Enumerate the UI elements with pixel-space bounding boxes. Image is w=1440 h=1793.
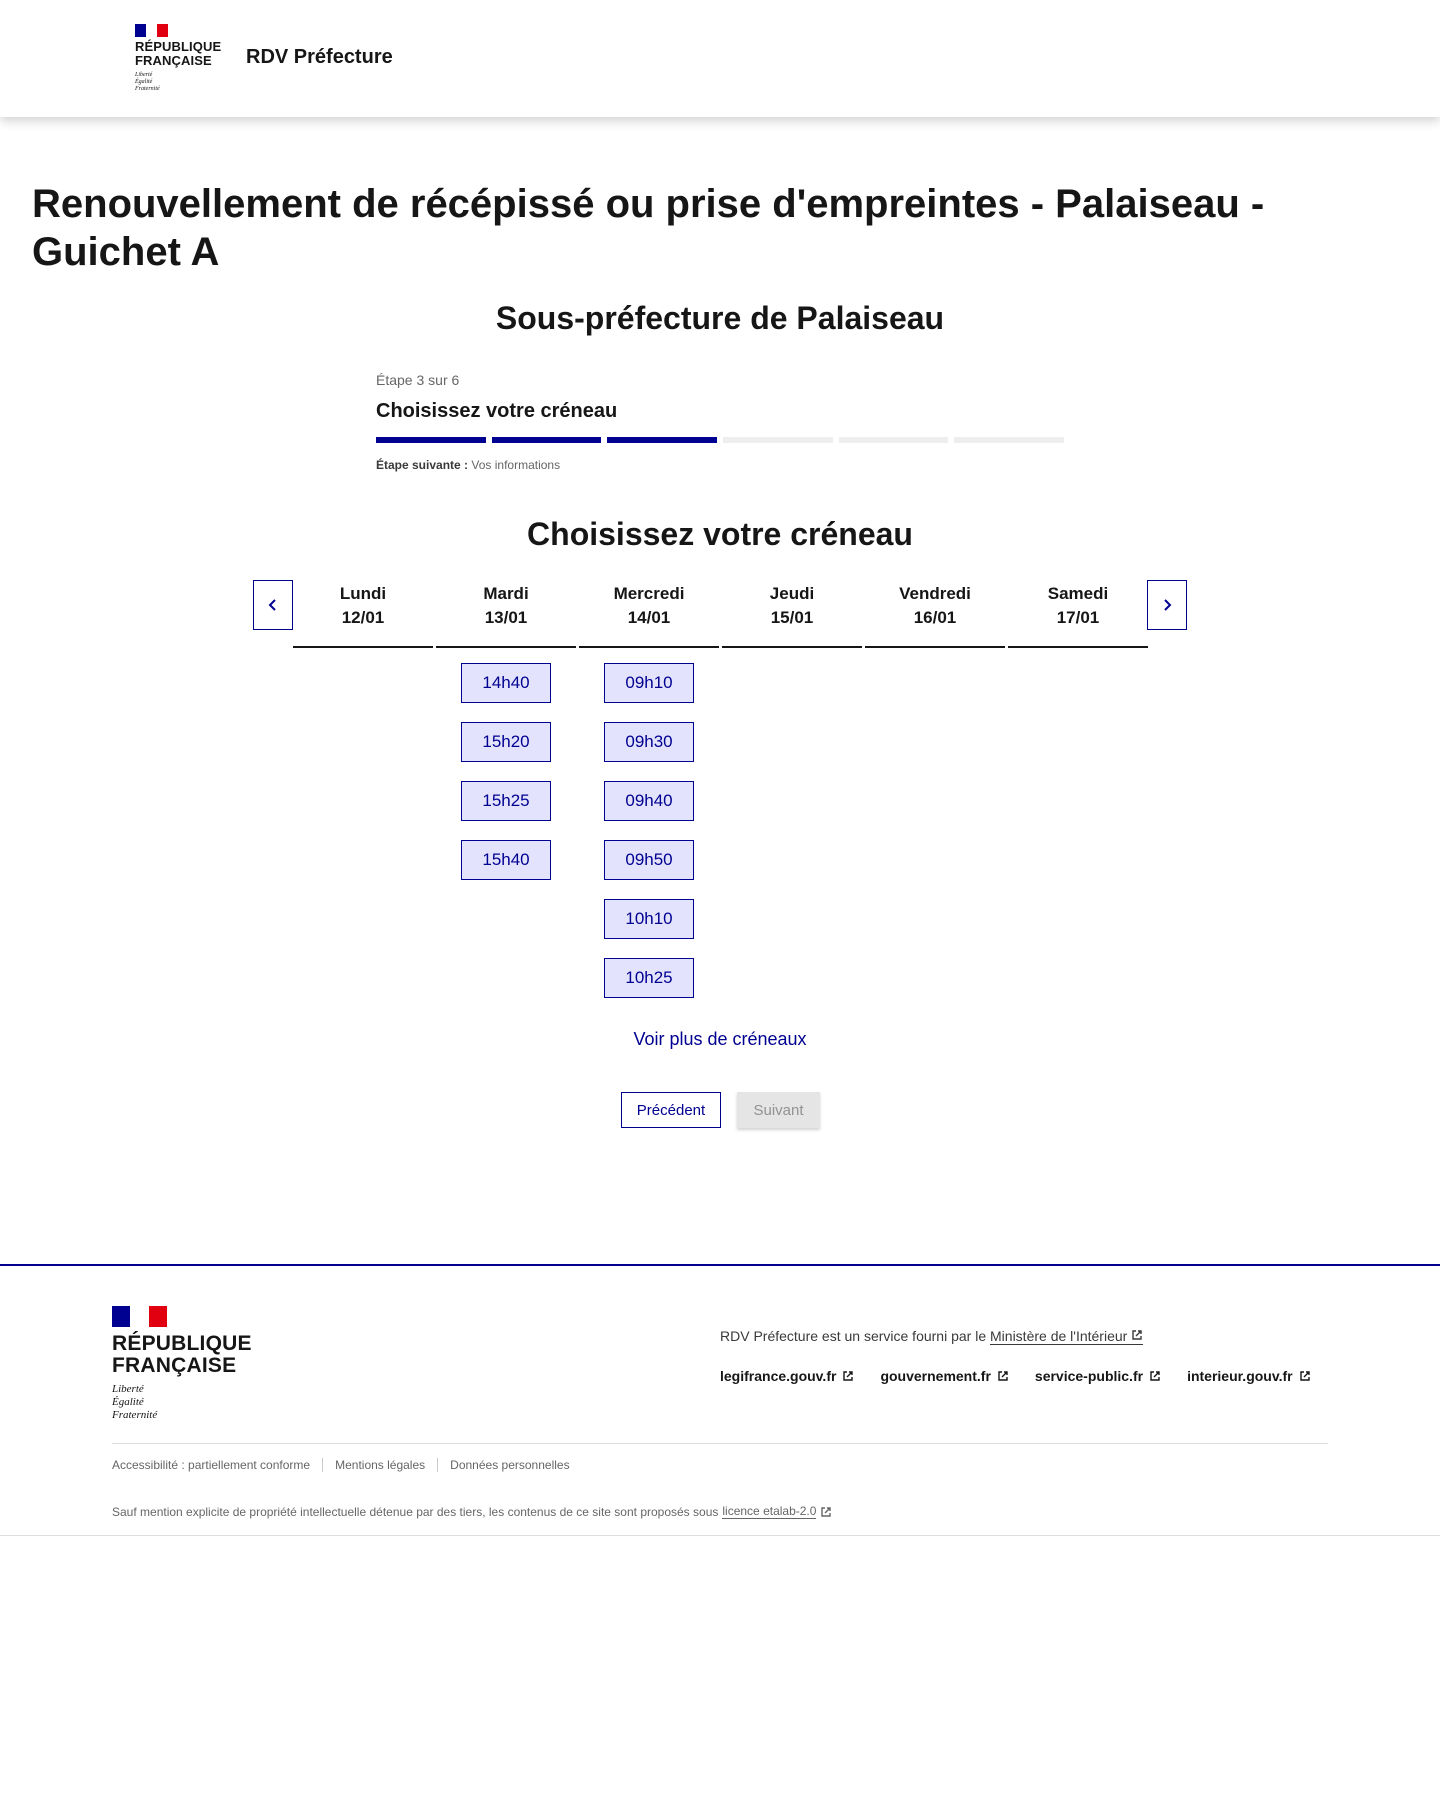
- footer-external-link[interactable]: [1187, 1368, 1311, 1384]
- day-date: 16/01: [913, 608, 957, 627]
- stepper-next-label: Étape suivante :: [376, 458, 469, 472]
- footer-bottom-links: [112, 1458, 582, 1472]
- previous-button[interactable]: Précédent: [621, 1092, 721, 1128]
- day-date: 12/01: [341, 608, 385, 627]
- license-link[interactable]: licence etalab-2.0: [722, 1504, 817, 1518]
- day-header: [722, 580, 862, 648]
- stepper-segment: [492, 437, 602, 443]
- day-header: [1008, 580, 1148, 648]
- day-date: 15/01: [770, 608, 814, 627]
- external-link-icon: [1299, 1370, 1311, 1382]
- license-text: Sauf mention explicite de propriété intellectuelle détenue par des tiers, les contenus de ce site sont proposés sous: [112, 1504, 719, 1519]
- time-slot-button[interactable]: 15h40: [461, 840, 551, 880]
- page-title: Renouvellement de récépissé ou prise d'empreintes - Palaiseau - Guichet A: [32, 182, 1265, 274]
- day-date: 14/01: [627, 608, 671, 627]
- stepper-segment: [723, 437, 833, 443]
- stepper-segment: [954, 437, 1064, 443]
- external-link-icon: [1131, 1329, 1143, 1341]
- day-column: [1008, 580, 1148, 663]
- stepper-title: Choisissez votre créneau: [376, 400, 618, 422]
- time-slot-button[interactable]: 09h30: [604, 722, 694, 762]
- footer-bottom-link[interactable]: Accessibilité : partiellement conforme: [112, 1458, 311, 1472]
- footer-logo[interactable]: [112, 1306, 252, 1422]
- day-column: [436, 580, 576, 880]
- site-header: [0, 0, 1440, 117]
- calendar-prev-button[interactable]: [253, 580, 293, 630]
- time-slot-button[interactable]: 09h50: [604, 840, 694, 880]
- day-name: Mardi: [483, 584, 529, 603]
- slot-list: [579, 663, 719, 998]
- stepper: [376, 372, 1064, 472]
- footer-description-text: RDV Préfecture est un service fourni par le: [720, 1328, 991, 1344]
- footer-description: [720, 1328, 1143, 1344]
- calendar-title: Choisissez votre créneau: [527, 516, 913, 552]
- calendar-next-button[interactable]: [1147, 580, 1187, 630]
- stepper-segment: [376, 437, 486, 443]
- footer-links: [720, 1368, 1311, 1384]
- day-header: [436, 580, 576, 648]
- footer-link-label: gouvernement.fr: [880, 1368, 991, 1384]
- chevron-right-icon: [1160, 598, 1174, 612]
- day-name: Lundi: [339, 584, 387, 603]
- logo-motto: Liberté Égalité Fraternité: [135, 72, 160, 92]
- time-slot-button[interactable]: 09h10: [604, 663, 694, 703]
- time-slot-button[interactable]: 15h20: [461, 722, 551, 762]
- day-header: [293, 580, 433, 648]
- day-header: [865, 580, 1005, 648]
- footer-link-label: service-public.fr: [1034, 1368, 1144, 1384]
- day-date: 17/01: [1056, 608, 1100, 627]
- stepper-next-value: Vos informations: [471, 458, 561, 472]
- time-slot-button[interactable]: 10h10: [604, 899, 694, 939]
- republique-francaise-logo[interactable]: [135, 24, 222, 93]
- footer-logo-text: RÉPUBLIQUE FRANÇAISE: [112, 1332, 252, 1377]
- day-name: Jeudi: [769, 584, 815, 603]
- day-column: [865, 580, 1005, 663]
- footer-external-link[interactable]: [1035, 1368, 1161, 1384]
- footer-external-link[interactable]: [880, 1368, 1008, 1384]
- stepper-progress: [376, 437, 1064, 443]
- chevron-left-icon: [266, 598, 280, 612]
- slot-list: [436, 663, 576, 880]
- ministry-link[interactable]: [990, 1328, 1143, 1345]
- external-link-icon: [1149, 1370, 1161, 1382]
- next-button-disabled: Suivant: [737, 1092, 820, 1128]
- more-slots-link[interactable]: Voir plus de créneaux: [633, 1029, 807, 1049]
- external-link-icon: [820, 1506, 832, 1518]
- site-footer: [0, 1264, 1440, 1536]
- time-slot-button[interactable]: 09h40: [604, 781, 694, 821]
- footer-link-label: interieur.gouv.fr: [1187, 1368, 1293, 1384]
- external-link-icon: [997, 1370, 1009, 1382]
- time-slot-button[interactable]: 15h25: [461, 781, 551, 821]
- day-name: Samedi: [1047, 584, 1109, 603]
- footer-logo-motto: Liberté Égalité Fraternité: [112, 1383, 158, 1421]
- day-name: Mercredi: [613, 584, 685, 603]
- flag-icon: [112, 1306, 167, 1327]
- stepper-segment: [607, 437, 717, 443]
- service-title[interactable]: RDV Préfecture: [246, 46, 393, 68]
- external-link-icon: [842, 1370, 854, 1382]
- day-column: [293, 580, 433, 663]
- footer-divider: [112, 1443, 1328, 1444]
- stepper-next-step: [376, 458, 1064, 472]
- flag-icon: [135, 24, 168, 37]
- logo-text: RÉPUBLIQUE FRANÇAISE: [135, 39, 222, 68]
- day-date: 13/01: [484, 608, 528, 627]
- stepper-segment: [839, 437, 949, 443]
- footer-link-label: legifrance.gouv.fr: [720, 1368, 837, 1384]
- time-slot-button[interactable]: 10h25: [604, 958, 694, 998]
- day-column: [579, 580, 719, 998]
- footer-external-link[interactable]: [720, 1368, 854, 1384]
- ministry-link-label: Ministère de l'Intérieur: [990, 1328, 1128, 1344]
- day-name: Vendredi: [899, 584, 971, 603]
- day-column: [722, 580, 862, 663]
- footer-bottom-link[interactable]: Mentions légales: [322, 1458, 437, 1472]
- time-slot-button[interactable]: 14h40: [461, 663, 551, 703]
- footer-license: [112, 1504, 832, 1519]
- footer-bottom-link[interactable]: Données personnelles: [437, 1458, 581, 1472]
- page-subtitle: Sous-préfecture de Palaiseau: [495, 300, 945, 336]
- stepper-state: Étape 3 sur 6: [376, 372, 460, 388]
- day-header: [579, 580, 719, 648]
